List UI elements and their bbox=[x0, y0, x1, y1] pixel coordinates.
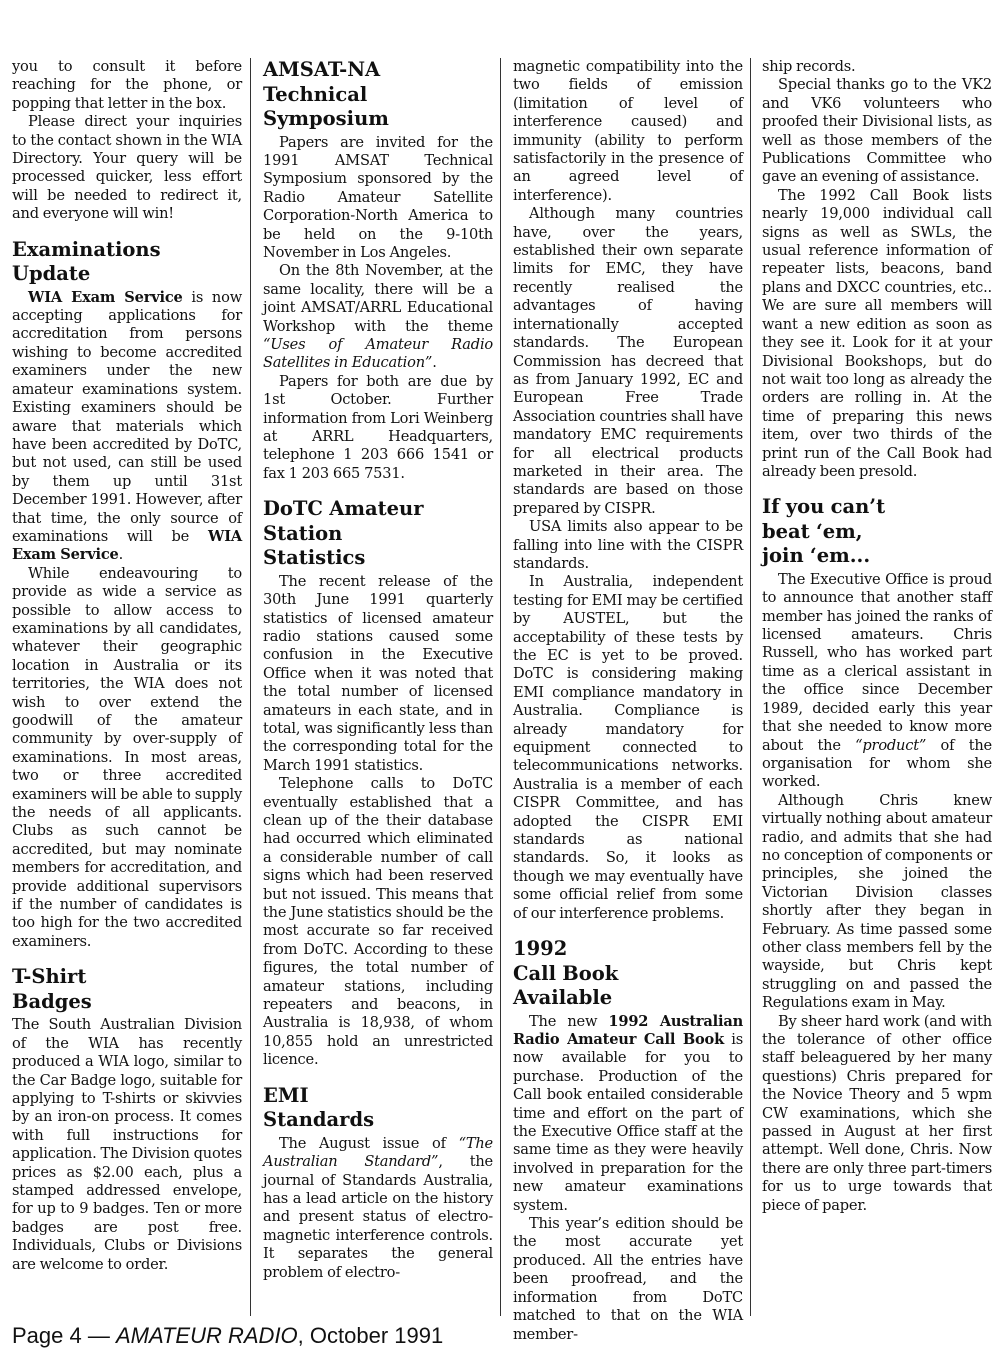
paragraph: magnetic compatibility into the two fields of emission (limitation of level of interference caused) and immunity (ability to perform satisfactorily in the presence of an agreed level of interference). bbox=[513, 58, 743, 204]
column-divider bbox=[250, 58, 251, 1316]
page-footer bbox=[12, 1322, 443, 1350]
paragraph bbox=[12, 289, 242, 565]
heading-examinations-update bbox=[12, 238, 242, 287]
heading-dotc-statistics bbox=[263, 497, 493, 571]
paragraph: The recent release of the 30th June 1991 quarterly statistics of licensed amateur radio stations caused some confusion in the Executive Office when it was noted that the total number of licensed amateurs in each state, and in total, was significantly less than the corresponding total for the March 1991 statistics. bbox=[263, 572, 493, 774]
text: . bbox=[432, 354, 437, 372]
paragraph: While endeavouring to provide as wide a service as possible to allow access to examinations by all candidates, whatever their geographic location in Australia or its territories, the WIA does not wish to over extend the goodwill of the amateur community by over-supply of examinations. In most areas, two or three accredited examiners will be able to supply the needs of all applicants. Clubs as such cannot be accredited, but may nominate members for accreditation, and provide additional supervisors if the number of candidates is too high for the two accredited examiners. bbox=[12, 564, 242, 950]
heading-join-em bbox=[762, 495, 992, 569]
paragraph: you to consult it before reaching for the phone, or popping that letter in the box. bbox=[12, 58, 242, 112]
heading-line: AMSAT-NA bbox=[263, 58, 381, 81]
text: The Executive Office is proud to announce that another staff member has joined the ranks of licensed amateurs. Chris Russell, who has worked part time as a clerical assistant in the office since December 1989, decided early this year that she needed to know more about the bbox=[762, 570, 992, 754]
heading-line: join ‘em... bbox=[762, 544, 871, 568]
heading-line: Call Book bbox=[513, 961, 619, 985]
paragraph: Papers for both are due by 1st October. Further information from Lori Weinberg at ARRL Headquarters, telephone 1 203 666 1541 or fax 1 203 665 7531. bbox=[263, 372, 493, 482]
heading-call-book bbox=[513, 937, 743, 1011]
bold-text: WIA Exam Service bbox=[28, 288, 183, 306]
heading-line: DoTC Amateur bbox=[263, 497, 424, 521]
footer-magazine-title: AMATEUR RADIO bbox=[115, 1323, 298, 1348]
column-1 bbox=[12, 58, 242, 1316]
paragraph: Telephone calls to DoTC eventually established that a clean up of the their database had occurred which eliminated a considerable number of call signs which had been reserved but not issued. This means that the June statistics should be the most accurate so far received from DoTC. According to these figures, the total number of amateur stations, including repeaters and beacons, in Australia is 18,938, of whom 10,855 hold an unrestricted licence. bbox=[263, 775, 493, 1069]
text: On the 8th November, at the same locality, there will be a joint AMSAT/ARRL Educational Workshop with the theme bbox=[263, 262, 493, 335]
paragraph bbox=[513, 1013, 743, 1215]
italic-text: “product” bbox=[855, 736, 927, 754]
column-2 bbox=[263, 58, 493, 1316]
bold-text: 1992 Australian Radio Amateur Call Book bbox=[513, 1012, 744, 1048]
paragraph: The 1992 Call Book lists nearly 19,000 individual call signs as well as SWLs, the usual reference information of repeater lists, beacons, band plans and DXCC countries, etc.. We are sure all members will want a new edition as soon as they see it. Look for it at your Divisional Bookshops, but do not wait too long as already the orders are rolling in. At the time of preparing this news item, over two thirds of the print run of the Call Book had already been presold. bbox=[762, 186, 992, 480]
text: of the organisation for whom she worked. bbox=[762, 736, 992, 791]
text: is now available for you to purchase. Production of the Call book entailed considerable time and effort on the part of the Executive Office staff at the same time as they were heavily involved in preparation for the new amateur examinations system. bbox=[513, 1031, 743, 1214]
column-3 bbox=[513, 58, 744, 1343]
paragraph: Special thanks go to the VK2 and VK6 volunteers who proofed their Divisional lists, as well as those members of the Publications Committee who gave an evening of assistance. bbox=[762, 76, 992, 186]
bold-text: WIA Exam Service bbox=[12, 527, 242, 564]
heading-amsat-symposium bbox=[263, 58, 493, 132]
text: The August issue of bbox=[279, 1134, 459, 1152]
heading-line: EMI bbox=[263, 1083, 309, 1107]
paragraph: Although many countries have, over the years, established their own separate limits for EMC, they have recently realised the advantages of having internationally accepted standards. The European Commission has decreed that as from January 1992, EC and European Free Trade Association countries shall have mandatory EMC requirements for all electrical products marketed in their area. The standards are based on those prepared by CISPR. bbox=[513, 205, 743, 517]
paragraph: USA limits also appear to be falling into line with the CISPR standards. bbox=[513, 518, 743, 572]
text: , the journal of Standards Australia, has a lead article on the history and present status of electro-magnetic interference controls. It separates the general problem of electro- bbox=[263, 1153, 493, 1281]
footer-issue: , October 1991 bbox=[297, 1323, 444, 1348]
text: The new bbox=[529, 1012, 609, 1030]
paragraph: Although Chris knew virtually nothing about amateur radio, and admits that she had no conception of components or principles, she joined the Victorian Division classes shortly after they began in February. As time passed some other class members fell by the wayside, but Chris kept struggling on and passed the Regulations exam in May. bbox=[762, 791, 992, 1012]
paragraph bbox=[263, 1135, 493, 1282]
paragraph: The South Australian Division of the WIA has recently produced a WIA logo, similar to the Car Badge logo, suitable for applying to T-shirts or skivvies by an iron-on process. It comes with full instructions for application. The Division quotes prices as $2.00 each, plus a stamped addressed envelope, for up to 9 badges. Ten or more badges are post free. Individuals, Clubs or Divisions are welcome to order. bbox=[12, 1016, 242, 1273]
paragraph bbox=[762, 571, 992, 792]
paragraph: In Australia, independent testing for EMI may be certified by AUSTEL, but the acceptability of these tests by the EC is yet to be proved. DoTC is considering making EMI compliance mandatory in Australia. Compliance is already mandatory for equipment connected to telecommunications networks. Australia is a member of each CISPR Committee, and has adopted the CISPR EMI standards as national standards. So, it looks as though we may eventually have some official relief from some of our interference problems. bbox=[513, 573, 743, 922]
paragraph: Papers are invited for the 1991 AMSAT Technical Symposium sponsored by the Radio Amateur Satellite Corporation-North America to be held on the 9-10th November in Los Angeles. bbox=[263, 133, 493, 261]
paragraph: Please direct your inquiries to the contact shown in the WIA Directory. Your query will be processed quicker, less effort will be needed to redirect it, and everyone will win! bbox=[12, 113, 242, 223]
heading-line: 1992 bbox=[513, 937, 568, 961]
footer-page-label: Page 4 — bbox=[12, 1323, 116, 1348]
column-4 bbox=[762, 58, 992, 1316]
italic-text: “The Australian Standard” bbox=[263, 1134, 493, 1171]
heading-line: Badges bbox=[12, 989, 92, 1013]
column-divider bbox=[750, 58, 751, 1316]
italic-text: “Uses of Amateur Radio Satellites in Education” bbox=[263, 335, 493, 372]
paragraph bbox=[263, 262, 493, 372]
heading-line: If you can’t bbox=[762, 495, 886, 519]
heading-line: beat ‘em, bbox=[762, 519, 863, 543]
heading-line: Station bbox=[263, 521, 343, 545]
heading-line: Available bbox=[513, 986, 613, 1010]
paragraph: By sheer hard work (and with the tolerance of other office staff beleaguered by her many questions) Chris prepared for the Novice Theory and 5 wpm CW examinations, which she passed in August at her first attempt. Well done, Chris. Now there are only three part-timers for us to urge towards that piece of paper. bbox=[762, 1012, 992, 1214]
heading-line: Examinations bbox=[12, 237, 161, 261]
heading-line: Update bbox=[12, 262, 91, 286]
heading-t-shirt-badges bbox=[12, 965, 242, 1014]
heading-emi-standards bbox=[263, 1084, 493, 1133]
heading-line: Symposium bbox=[263, 107, 389, 130]
heading-line: T-Shirt bbox=[12, 965, 87, 989]
paragraph: This year’s edition should be the most accurate yet produced. All the entries have been proofread, and the information from DoTC matched to that on the WIA member- bbox=[513, 1215, 743, 1343]
column-divider bbox=[500, 58, 501, 1316]
heading-line: Statistics bbox=[263, 546, 366, 570]
paragraph: ship records. bbox=[762, 58, 856, 75]
heading-line: Technical bbox=[263, 82, 368, 106]
heading-line: Standards bbox=[263, 1108, 375, 1132]
text: . bbox=[118, 546, 124, 564]
text: is now accepting applications for accreditation from persons wishing to become accredited examiners under the new amateur examinations system. Existing examiners should be aware that materials which have been accredited by DoTC, but not used, can still be used by them up until 31st December 1991. However, after that time, the only source of examinations will be bbox=[12, 288, 242, 545]
